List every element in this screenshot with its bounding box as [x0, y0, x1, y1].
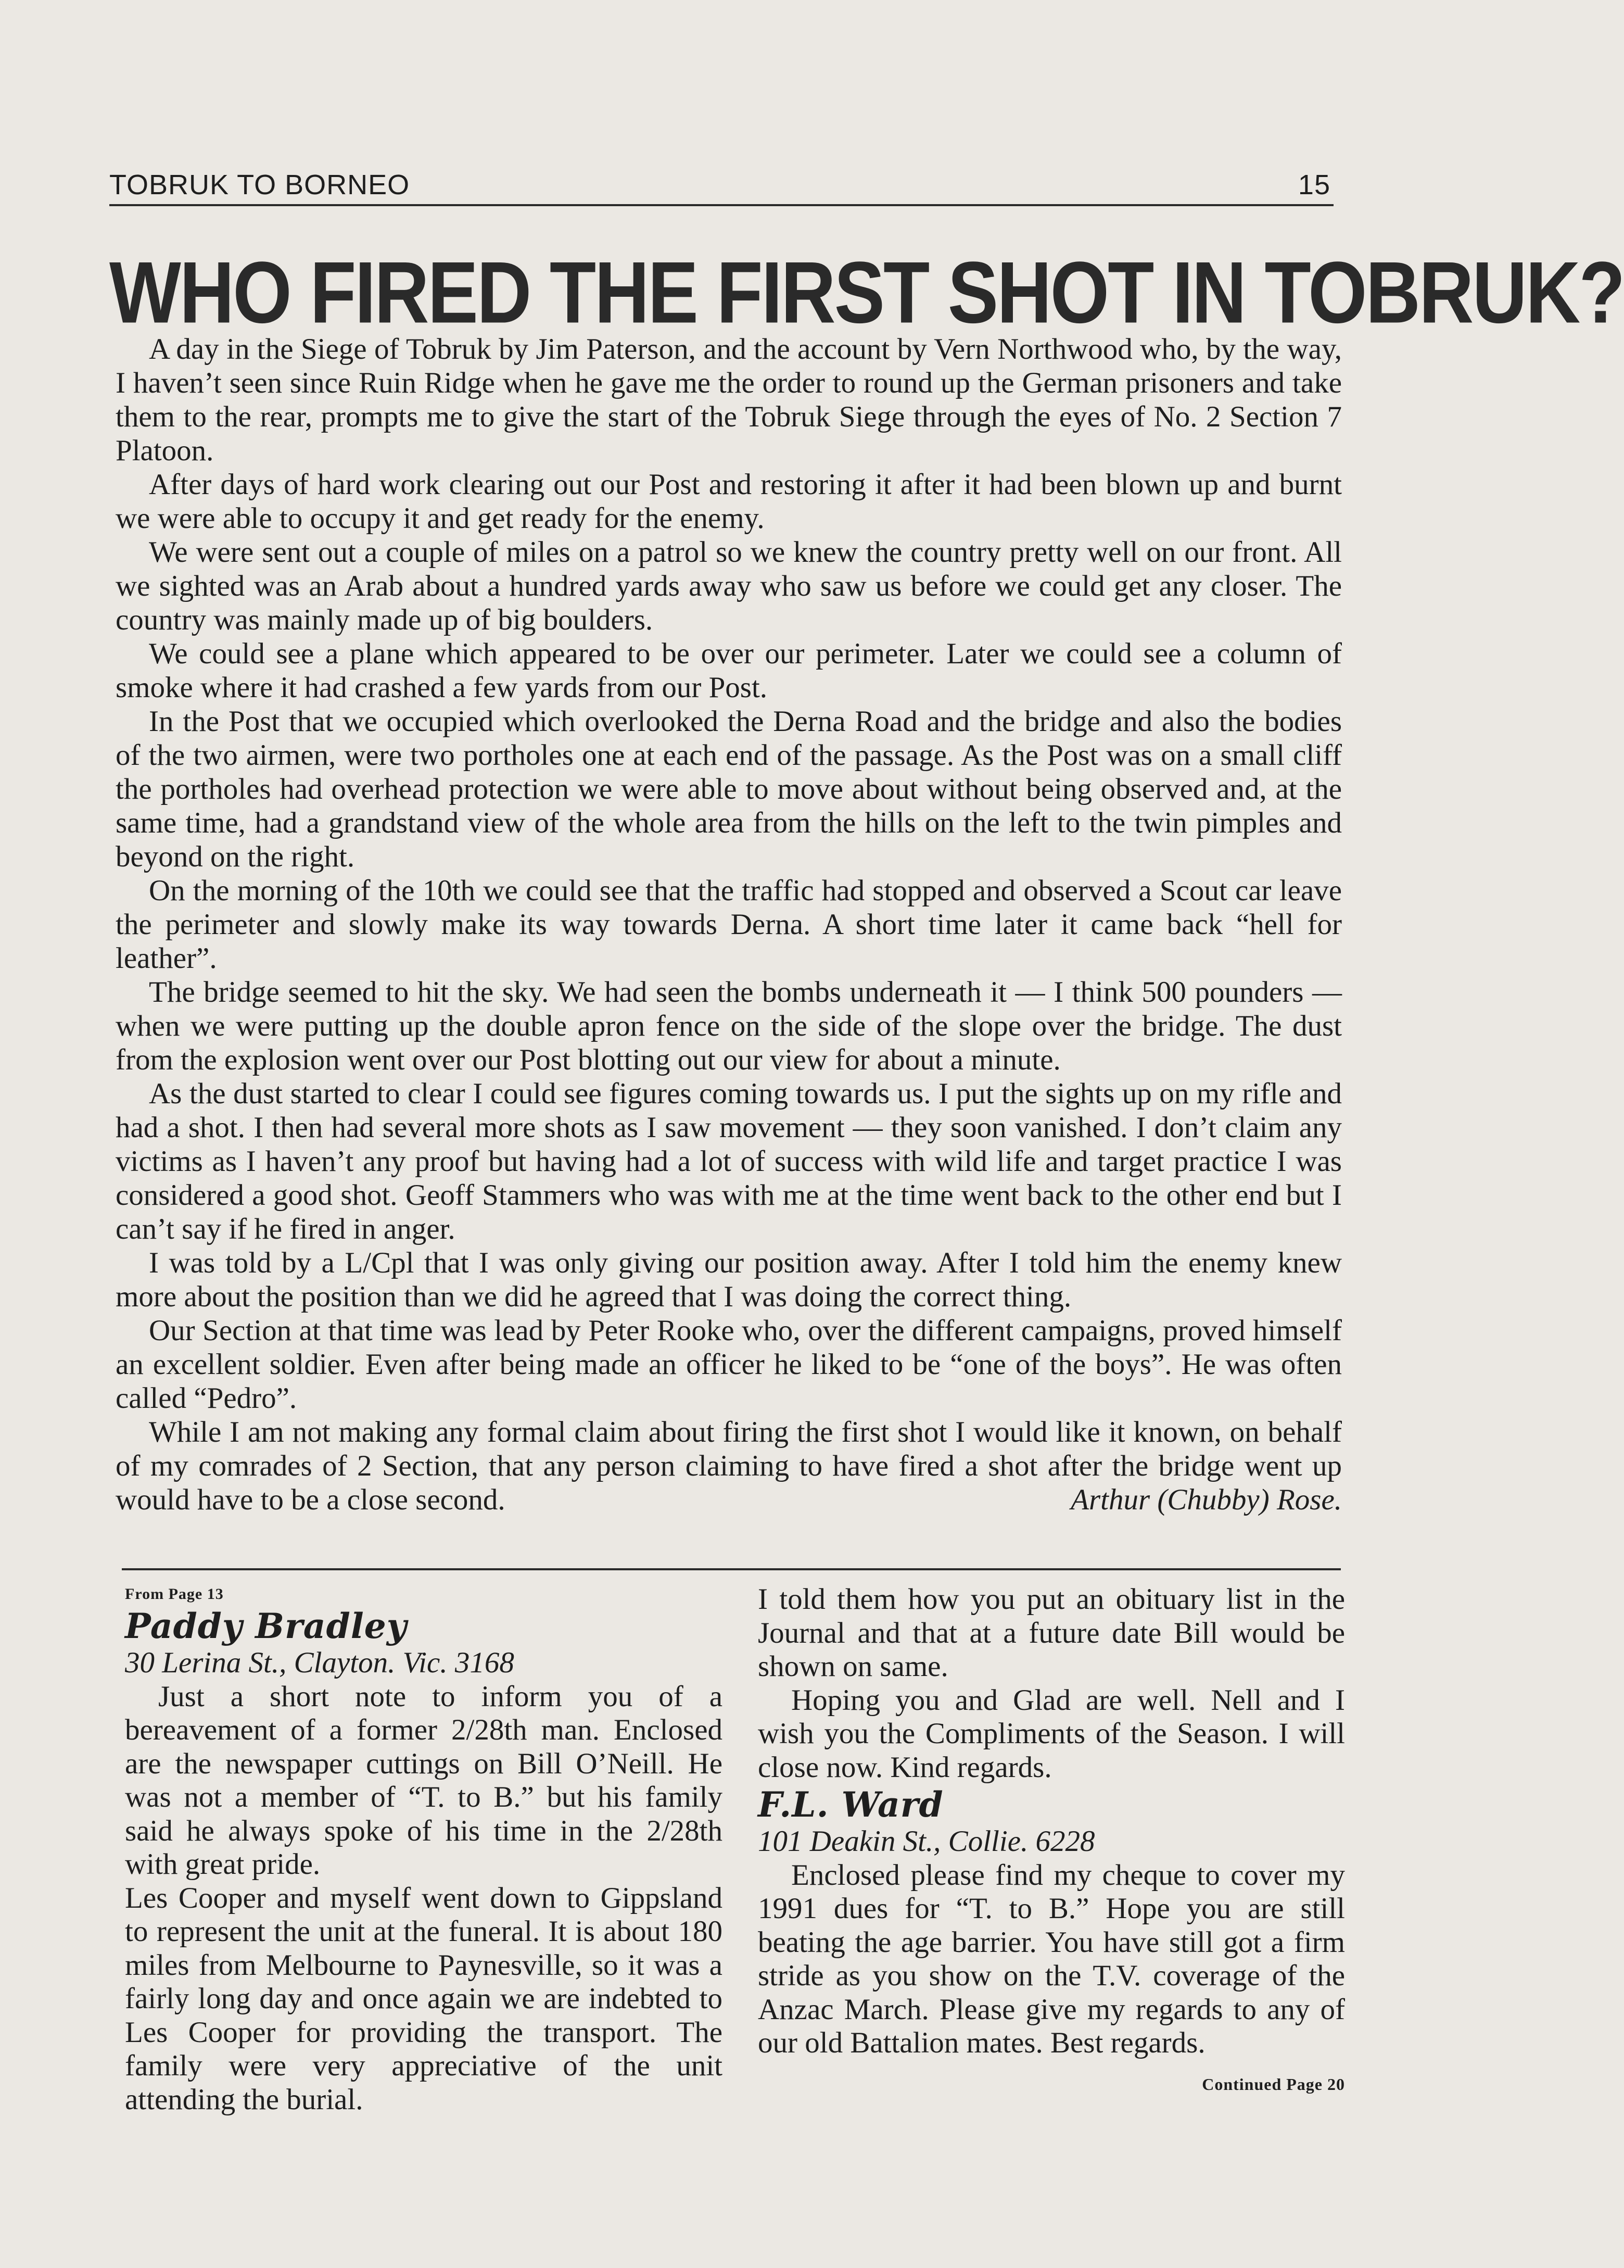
page-number: 15: [1298, 169, 1330, 200]
letter-paragraph: [758, 1858, 1345, 2094]
article-body: [116, 332, 1342, 1517]
letter-paragraph: Just a short note to inform you of a bereavement of a former 2/28th man. Enclosed are the newspaper cuttings on Bill O’Neill. He was not a member of “T. to B.” but his family said he always spoke of his time in the 2/28th with great pride.: [125, 1680, 722, 1881]
letter-author-name: F.L. Ward: [758, 1784, 944, 1825]
running-header: [109, 166, 1334, 206]
publication-name: TOBRUK TO BORNEO: [109, 169, 410, 200]
letter-author-address: 101 Deakin St., Collie. 6228: [758, 1825, 1095, 1858]
article-paragraph: On the morning of the 10th we could see that the traffic had stopped and observed a Scout car leave the perimeter and slowly make its way towards Derna. A short time later it came back “hell for leather”.: [116, 874, 1342, 975]
article-paragraph: We could see a plane which appeared to be over our perimeter. Later we could see a column of smoke where it had crashed a few yards from our Post.: [116, 637, 1342, 704]
article-paragraph-last: [116, 1415, 1342, 1517]
letter-paragraph: Hoping you and Glad are well. Nell and I wish you the Compliments of the Season. I will close now. Kind regards.: [758, 1683, 1345, 1784]
letter-paragraph: Les Cooper and myself went down to Gippsland to represent the unit at the funeral. It is about 180 miles from Melbourne to Paynesville, so it was a fairly long day and once again we are indebted to Les Cooper for providing the transport. The family were very appreciative of the unit attending the burial.: [125, 1881, 722, 2116]
section-divider: [122, 1568, 1341, 1570]
letter-paragraph: I told them how you put an obituary list in the Journal and that at a future date Bill would be shown on same.: [758, 1583, 1345, 1683]
article-paragraph: A day in the Siege of Tobruk by Jim Paterson, and the account by Vern Northwood who, by the way, I haven’t seen since Ruin Ridge when he gave me the order to round up the German prisoners and take them to the rear, prompts me to give the start of the Tobruk Siege through the eyes of No. 2 Section 7 Platoon.: [116, 333, 1342, 467]
article-paragraph-text: While I am not making any formal claim about firing the first shot I would like it known, on behalf of my comrades of 2 Section, that any person claiming to have fired a shot after the bridge went up would have to be a close second.: [116, 1416, 1342, 1516]
article-paragraph: Our Section at that time was lead by Peter Rooke who, over the different campaigns, proved himself an excellent soldier. Even after being made an officer he liked to be “one of the boys”. He was often called “Pedro”.: [116, 1314, 1342, 1415]
author-signature: Arthur (Chubby) Rose.: [1071, 1483, 1342, 1516]
letter-paragraph-text: Enclosed please find my cheque to cover my 1991 dues for “T. to B.” Hope you are still beating the age barrier. You have still got a firm stride as you show on the T.V. coverage of the Anzac March. Please give my regards to any of our old Battalion mates. Best regards.: [758, 1858, 1345, 2059]
article-paragraph: We were sent out a couple of miles on a patrol so we knew the country pretty well on our front. All we sighted was an Arab about a hundred yards away who saw us before we could get any closer. The country was mainly made up of big boulders.: [116, 536, 1342, 636]
letters-column-left: [125, 1583, 722, 2116]
article-paragraph: As the dust started to clear I could see figures coming towards us. I put the sights up on my rifle and had a shot. I then had several more shots as I saw movement — they soon vanished. I don’t claim any victims as I haven’t any proof but having had a lot of success with wild life and target practice I was considered a good shot. Geoff Stammers who was with me at the time went back to the other end but I can’t say if he fired in anger.: [116, 1077, 1342, 1245]
article-paragraph: In the Post that we occupied which overlooked the Derna Road and the bridge and also the bodies of the two airmen, were two portholes one at each end of the passage. As the Post was on a small cliff the portholes had overhead protection we were able to move about without being observed and, at the same time, had a grandstand view of the whole area from the hills on the left to the twin pimples and beyond on the right.: [116, 705, 1342, 873]
article-paragraph: I was told by a L/Cpl that I was only giving our position away. After I told him the enemy knew more about the position than we did he agreed that I was doing the correct thing.: [116, 1246, 1342, 1313]
letter-author-name: Paddy Bradley: [125, 1606, 408, 1646]
letters-column-right: [758, 1583, 1345, 2101]
from-page-note: From Page 13: [125, 1585, 224, 1603]
continued-note: Continued Page 20: [1202, 2074, 1345, 2094]
article-paragraph: After days of hard work clearing out our Post and restoring it after it had been blown up and burnt we were able to occupy it and get ready for the enemy.: [116, 468, 1342, 535]
article-title: WHO FIRED THE FIRST SHOT IN TOBRUK?: [109, 243, 1624, 342]
letter-author-address: 30 Lerina St., Clayton. Vic. 3168: [125, 1646, 514, 1679]
article-paragraph: The bridge seemed to hit the sky. We had seen the bombs underneath it — I think 500 pounders — when we were putting up the double apron fence on the side of the slope over the bridge. The dust from the explosion went over our Post blotting out our view for about a minute.: [116, 976, 1342, 1076]
